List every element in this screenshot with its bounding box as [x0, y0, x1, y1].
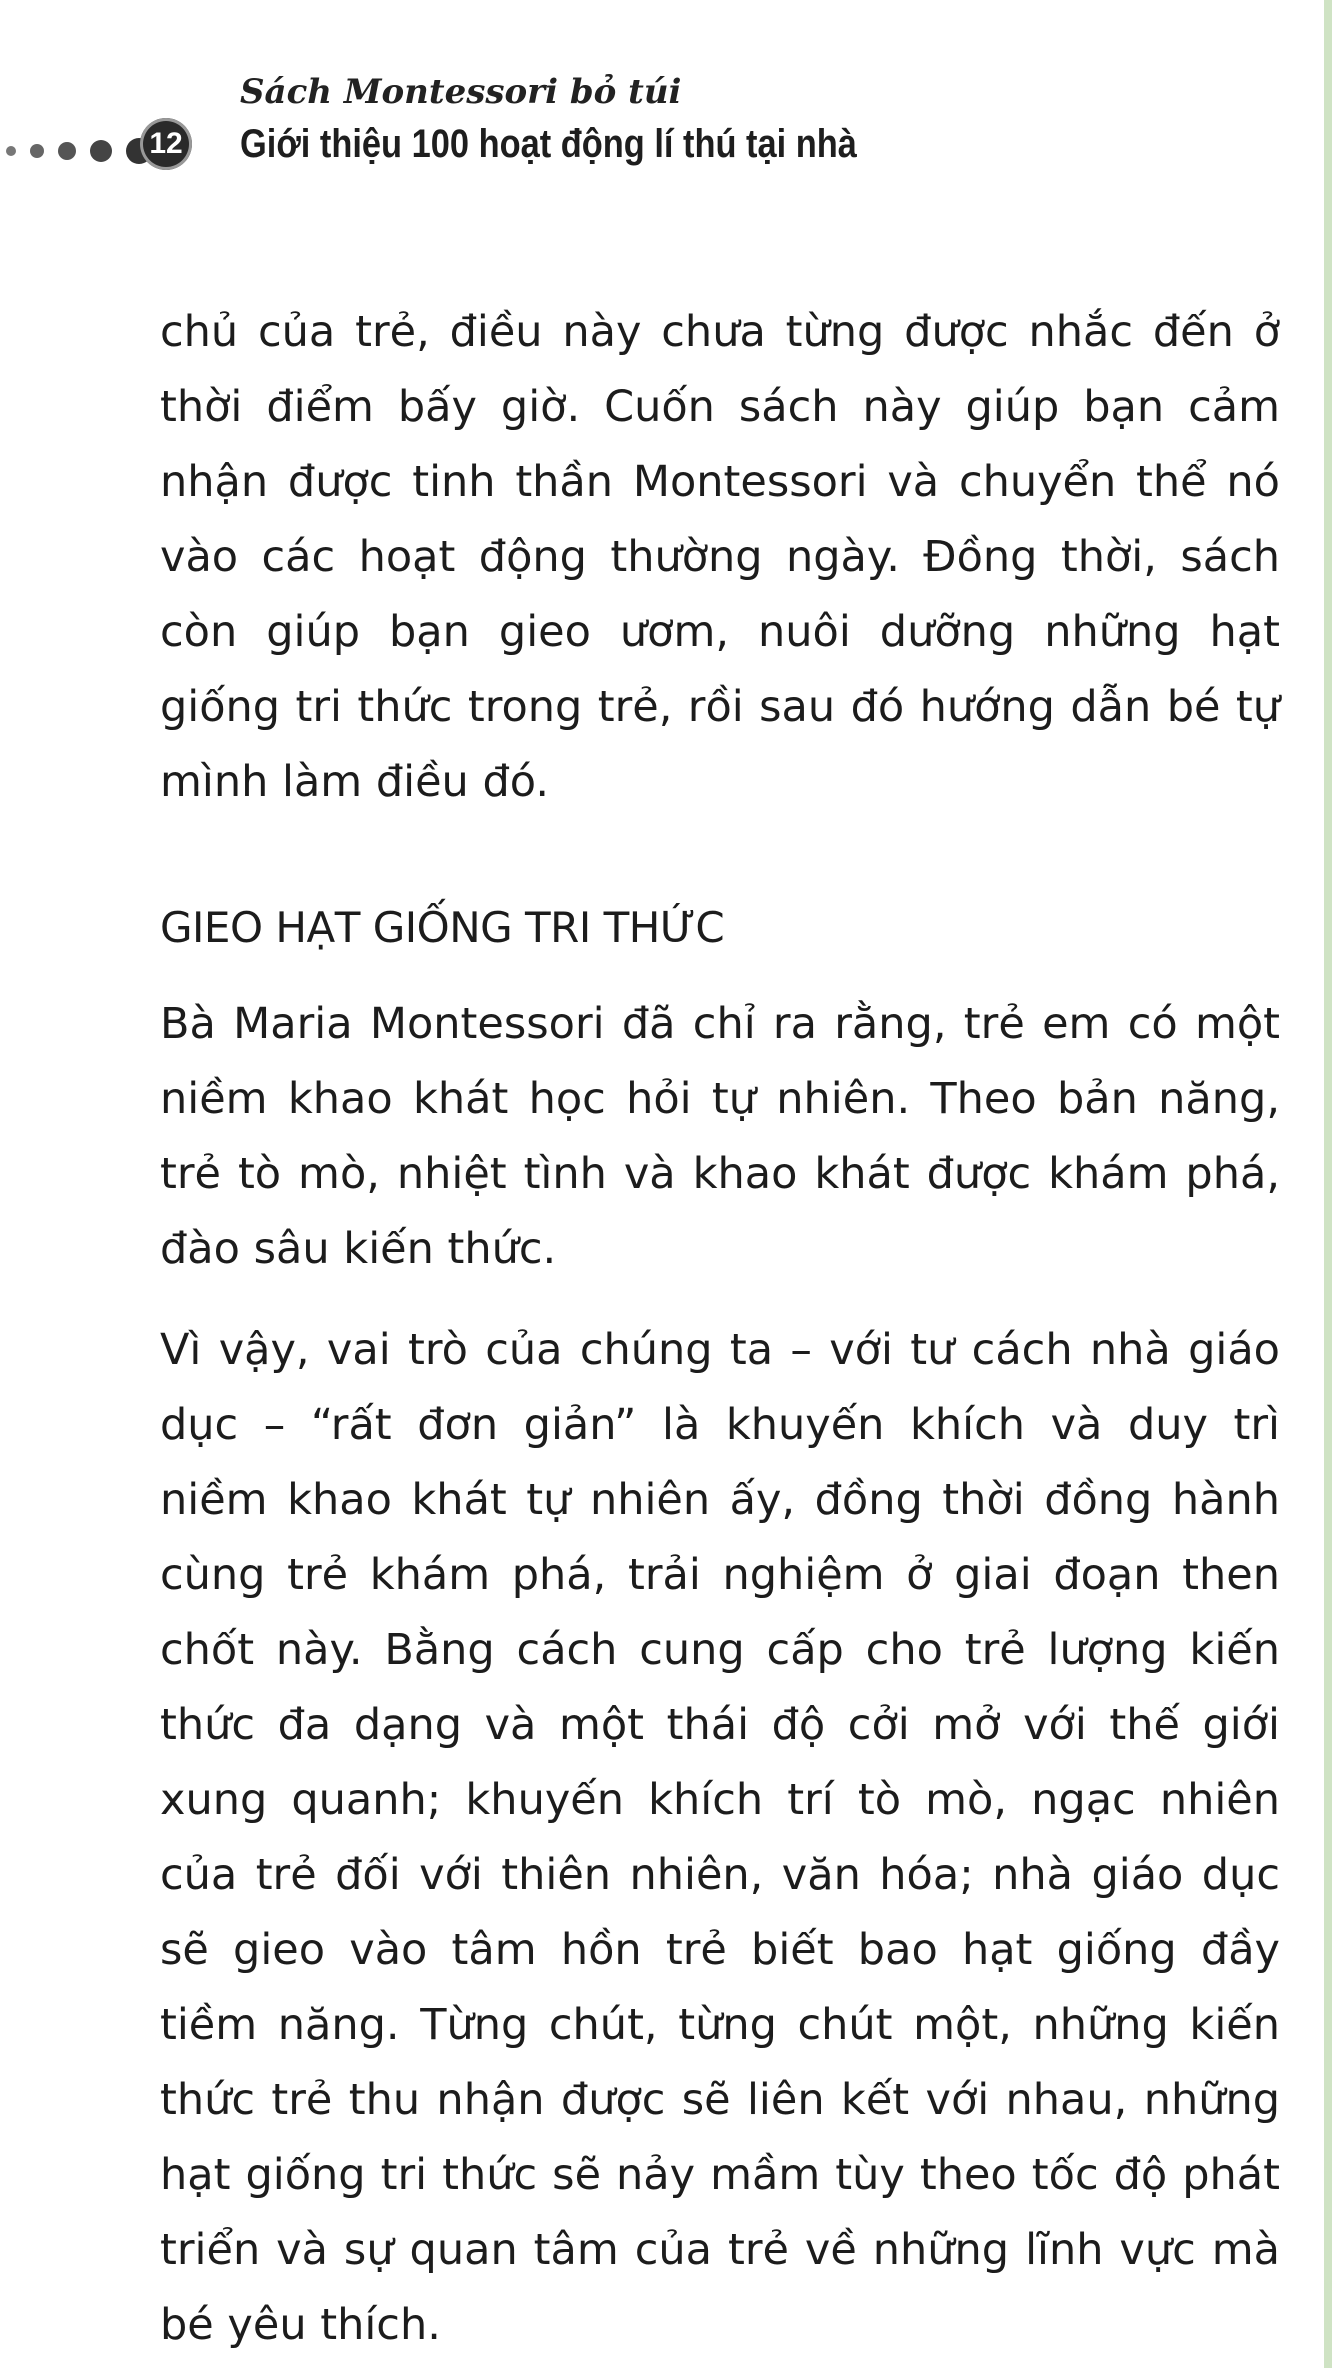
- paragraph-2: Bà Maria Montessori đã chỉ ra rằng, trẻ em có một niềm khao khát học hỏi tự nhiên. Theo bản năng, trẻ tò mò, nhiệt tình và khao khát được khám phá, đào sâu kiến thức.: [160, 999, 1280, 1274]
- page-body: [160, 295, 1280, 2363]
- dot-icon: [58, 142, 76, 160]
- page-number: 12: [140, 118, 192, 170]
- series-title: Sách Montessori bỏ túi: [240, 72, 682, 112]
- paragraph-1: chủ của trẻ, điều này chưa từng được nhắc đến ở thời điểm bấy giờ. Cuốn sách này giúp bạn cảm nhận được tinh thần Montessori và chuyển thể nó vào các hoạt động thường ngày. Đồng thời, sách còn giúp bạn gieo ươm, nuôi dưỡng những hạt giống tri thức trong trẻ, rồi sau đó hướng dẫn bé tự mình làm điều đó.: [160, 307, 1280, 807]
- book-title: Giới thiệu 100 hoạt động lí thú tại nhà: [240, 122, 857, 166]
- dot-icon: [30, 144, 44, 158]
- paragraph-3: Vì vậy, vai trò của chúng ta – với tư cách nhà giáo dục – “rất đơn giản” là khuyến khích và duy trì niềm khao khát tự nhiên ấy, đồng thời đồng hành cùng trẻ khám phá, trải nghiệm ở giai đoạn then chốt này. Bằng cách cung cấp cho trẻ lượng kiến thức đa dạng và một thái độ cởi mở với thế giới xung quanh; khuyến khích trí tò mò, ngạc nhiên của trẻ đối với thiên nhiên, văn hóa; nhà giáo dục sẽ gieo vào tâm hồn trẻ biết bao hạt giống đầy tiềm năng. Từng chút, từng chút một, những kiến thức trẻ thu nhận được sẽ liên kết với nhau, những hạt giống tri thức sẽ nảy mầm tùy theo tốc độ phát triển và sự quan tâm của trẻ về những lĩnh vực mà bé yêu thích.: [160, 1325, 1280, 2350]
- decorative-dots: [6, 138, 152, 164]
- section-heading: GIEO HẠT GIỐNG TRI THỨC: [160, 903, 725, 952]
- page-edge: [1324, 0, 1332, 2368]
- dot-icon: [6, 146, 16, 156]
- dot-icon: [90, 140, 112, 162]
